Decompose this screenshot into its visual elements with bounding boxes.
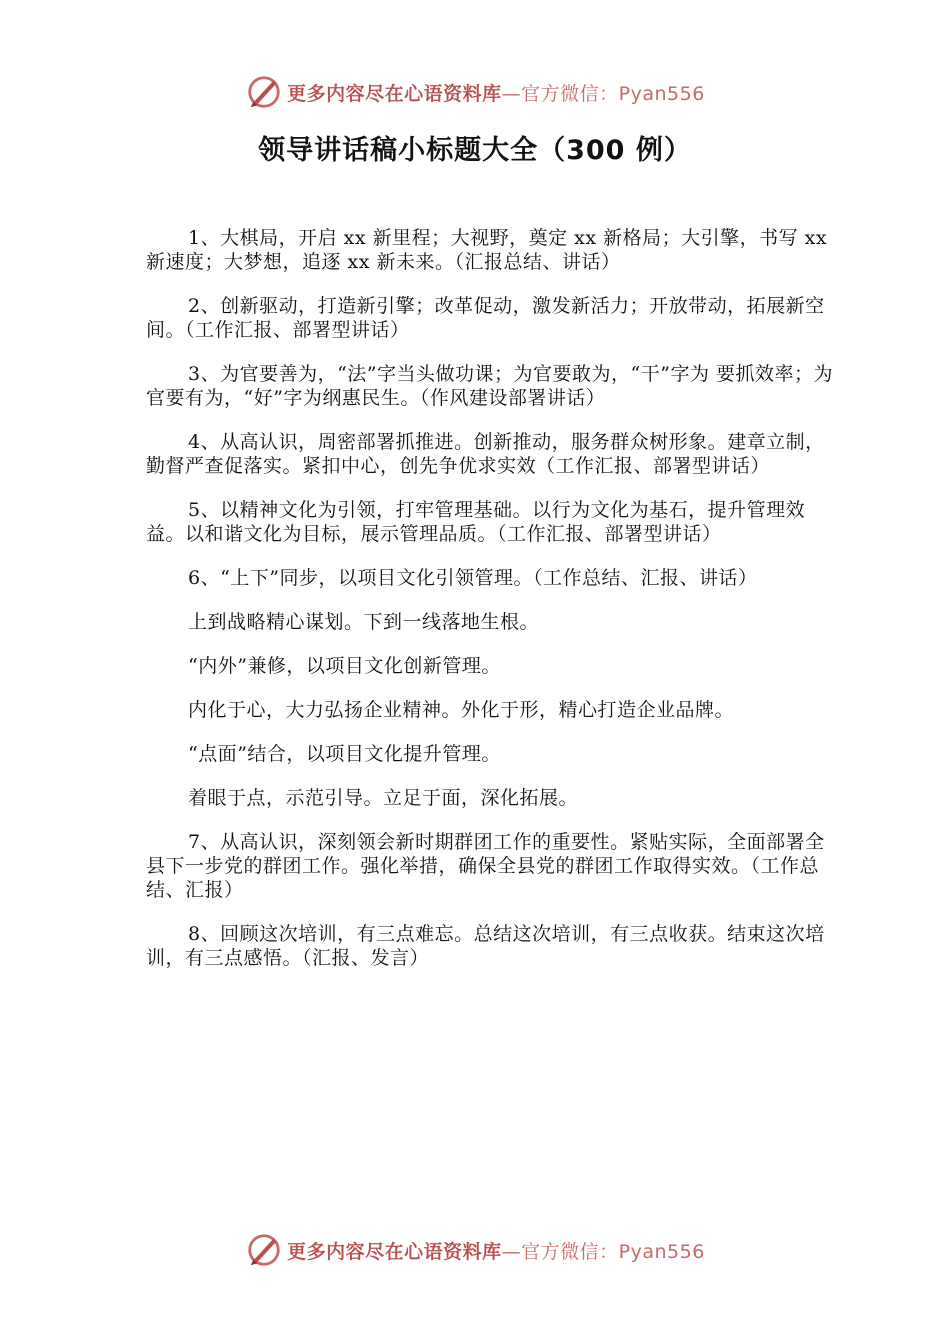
paragraph-6: 6、“上下”同步，以项目文化引领管理。（工作总结、汇报、讲话） (188, 567, 758, 589)
paragraph-3: 3、为官要善为，“法”字当头做功课；为官要敢为，“干”字为 要抓效率；为官要有为，“好”字为纲惠民生。（作风建设部署讲话） (146, 363, 833, 409)
paragraph-6-sub-1: 上到战略精心谋划。下到一线落地生根。 (188, 611, 540, 633)
pen-seal-logo-icon (245, 73, 283, 111)
brand-text (287, 79, 705, 106)
paragraph-1: 1、大棋局，开启 xx 新里程；大视野，奠定 xx 新格局；大引擎，书写 xx 新速度；大梦想，追逐 xx 新未来。（汇报总结、讲话） (146, 227, 828, 273)
header-banner (0, 70, 950, 114)
footer-banner (0, 1228, 950, 1272)
paragraph-6-sub-3: 内化于心，大力弘扬企业精神。外化于形，精心打造企业品牌。 (188, 699, 735, 721)
paragraph-8: 8、回顾这次培训，有三点难忘。总结这次培训，有三点收获。结束这次培训，有三点感悟。（汇报、发言） (146, 923, 825, 969)
paragraph-6-sub-2: “内外”兼修，以项目文化创新管理。 (188, 655, 501, 677)
paragraph-5: 5、以精神文化为引领，打牢管理基础。以行为文化为基石，提升管理效益。以和谐文化为目标，展示管理品质。（工作汇报、部署型讲话） (146, 499, 806, 545)
paragraph-6-sub-4: “点面”结合，以项目文化提升管理。 (188, 743, 501, 765)
brand-main: 更多内容尽在心语资料库 (287, 1240, 502, 1263)
document-body (146, 226, 836, 990)
brand-text (287, 1237, 705, 1264)
brand-wechat: —官方微信：Pyan556 (501, 1240, 705, 1263)
paragraph-2: 2、创新驱动，打造新引擎；改革促动，激发新活力；开放带动，拓展新空间。（工作汇报、部署型讲话） (146, 295, 825, 341)
document-title: 领导讲话稿小标题大全（300 例） (258, 135, 692, 166)
brand-wechat: —官方微信：Pyan556 (501, 82, 705, 105)
paragraph-6-sub-5: 着眼于点，示范引导。立足于面，深化拓展。 (188, 787, 579, 809)
paragraph-7: 7、从高认识，深刻领会新时期群团工作的重要性。紧贴实际，全面部署全县下一步党的群团工作。强化举措，确保全县党的群团工作取得实效。（工作总结、汇报） (146, 831, 825, 901)
pen-seal-logo-icon (245, 1231, 283, 1269)
paragraph-4: 4、从高认识，周密部署抓推进。创新推动，服务群众树形象。建章立制，勤督严查促落实。紧扣中心，创先争优求实效（工作汇报、部署型讲话） (146, 431, 825, 477)
brand-main: 更多内容尽在心语资料库 (287, 82, 502, 105)
